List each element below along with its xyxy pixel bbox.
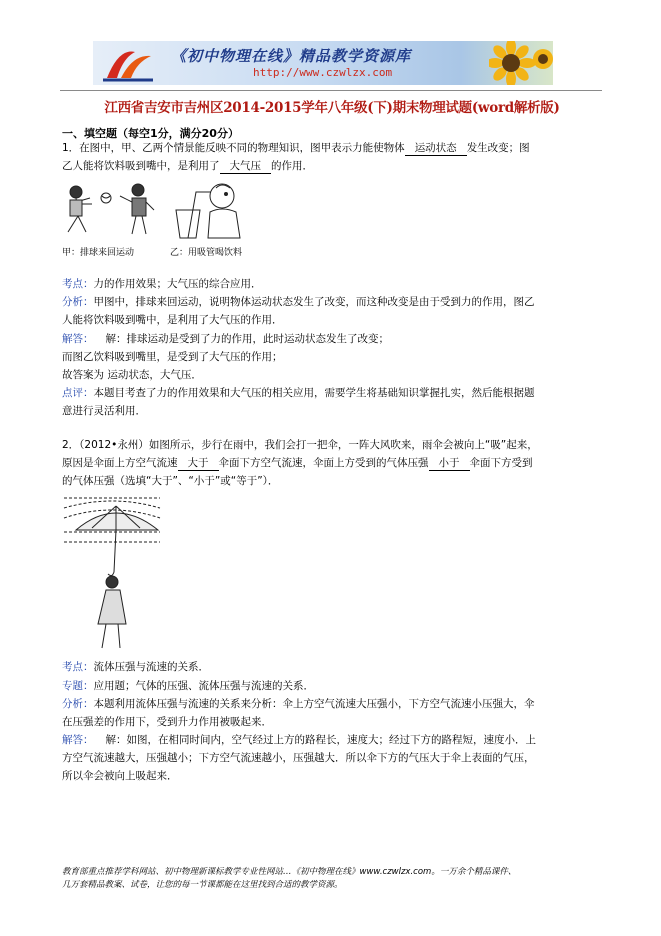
q1-jieda-1 [62, 331, 596, 349]
banner-title: 《初中物理在线》精品教学资源库 [171, 47, 412, 65]
banner-url: http://www.czwlzx.com [253, 66, 393, 79]
q2-line2 [62, 455, 596, 473]
czwlzx-logo-icon [99, 44, 157, 82]
caption-yi: 乙：用吸管喝饮料 [170, 248, 243, 258]
q2-jieda-3: 所以伞会被向上吸起来． [62, 770, 178, 782]
q1-answer2: 大气压 [220, 160, 272, 174]
fenxi-label: 分析： [62, 296, 94, 308]
zhuanti-text: 应用题；气体的压强、流体压强与流速的关系． [93, 680, 314, 692]
q1-dianping-1 [62, 385, 596, 403]
zhuanti-label: 专题： [62, 680, 94, 692]
footer-line2: 几万套精品教案、试卷，让您的每一节课都能在这里找到合适的教学资源。 [62, 880, 343, 890]
jieda-text: 解：排球运动是受到了力的作用，此时运动状态发生了改变； [105, 333, 389, 345]
sunflower-icon [489, 41, 553, 85]
q2-text: 伞面下方空气流速，伞面上方受到的气体压强 [218, 457, 429, 469]
q2-fenxi-1 [62, 696, 596, 714]
kaodian-text: 流体压强与流速的关系． [93, 661, 209, 673]
q2-line1: 2．（2012•永州）如图所示，步行在雨中，我们会打一把伞，一阵大风吹来，雨伞会被向上“吸”起来， [62, 439, 538, 451]
dianping-text: 本题目考查了力的作用效果和大气压的相关应用，需要学生将基础知识掌握扎实，然后能根据题 [93, 387, 535, 399]
q2-fenxi-2: 在压强差的作用下，受到升力作用被吸起来． [62, 716, 272, 728]
q2-line3: 的气体压强（选填“大于”、“小于”或“等于”）． [62, 475, 279, 487]
q1-fenxi-2: 人能将饮料吸到嘴中，是利用了大气压的作用． [62, 314, 283, 326]
q1-text: 发生改变；图 [466, 142, 530, 154]
q2-text: 伞面下方受到 [469, 457, 533, 469]
q1-line2 [62, 158, 596, 176]
jieda-label: 解答： [62, 333, 94, 345]
q1-jieda-3: 故答案为 运动状态，大气压． [62, 369, 202, 381]
header-banner [93, 41, 553, 85]
straw-drinking-icon [170, 178, 250, 242]
q1-text: 1．在图中，甲、乙两个情景能反映不同的物理知识，图甲表示力能使物体 [62, 142, 405, 154]
dianping-label: 点评： [62, 387, 94, 399]
page-footer [62, 866, 602, 892]
kaodian-label: 考点： [62, 661, 94, 673]
q1-dianping-2: 意进行灵活利用． [62, 405, 146, 417]
q1-text: 的作用． [271, 160, 313, 172]
umbrella-girl-icon [62, 492, 172, 652]
document-title: 江西省吉安市吉州区2014-2015学年八年级(下)期末物理试题(word解析版) [104, 100, 560, 116]
caption-jia: 甲：排球来回运动 [62, 248, 135, 258]
q2-answer1: 大于 [178, 457, 219, 471]
q1-jieda-2: 而图乙饮料吸到嘴里，是受到了大气压的作用； [62, 351, 283, 363]
q1-kaodian [62, 276, 596, 294]
volleyball-kids-icon [62, 180, 162, 242]
q1-fenxi-1 [62, 294, 596, 312]
q1-line1 [62, 140, 596, 158]
footer-line1: 教育部重点推荐学科网站、初中物理新课标教学专业性网站…《初中物理在线》www.czwlzx.com。一万余个精品课件、 [62, 867, 517, 877]
q2-zhuanti [62, 678, 596, 696]
q2-jieda-1 [62, 732, 596, 750]
q1-answer1: 运动状态 [405, 142, 467, 156]
q2-jieda-2: 方空气流速越大，压强越小；下方空气流速越小，压强越大．所以伞下方的气压大于伞上表面的气压， [62, 752, 535, 764]
q2-text: 原因是伞面上方空气流速 [62, 457, 178, 469]
q2-kaodian [62, 659, 596, 677]
jieda-text: 解：如图，在相同时间内，空气经过上方的路程长，速度大；经过下方的路程短，速度小．上 [105, 734, 536, 746]
section-heading: 一、填空题（每空1分，满分20分） [62, 127, 239, 140]
kaodian-label: 考点： [62, 278, 94, 290]
jieda-label: 解答： [62, 734, 94, 746]
kaodian-text: 力的作用效果；大气压的综合应用． [93, 278, 262, 290]
fenxi-label: 分析： [62, 698, 94, 710]
q1-text: 乙人能将饮料吸到嘴中，是利用了 [62, 160, 220, 172]
fenxi-text: 甲图中，排球来回运动，说明物体运动状态发生了改变，而这种改变是由于受到力的作用，图乙 [93, 296, 535, 308]
q2-answer2: 小于 [429, 457, 470, 471]
fenxi-text: 本题利用流体压强与流速的关系来分析：伞上方空气流速大压强小，下方空气流速小压强大，伞 [93, 698, 535, 710]
header-rule [60, 90, 602, 91]
